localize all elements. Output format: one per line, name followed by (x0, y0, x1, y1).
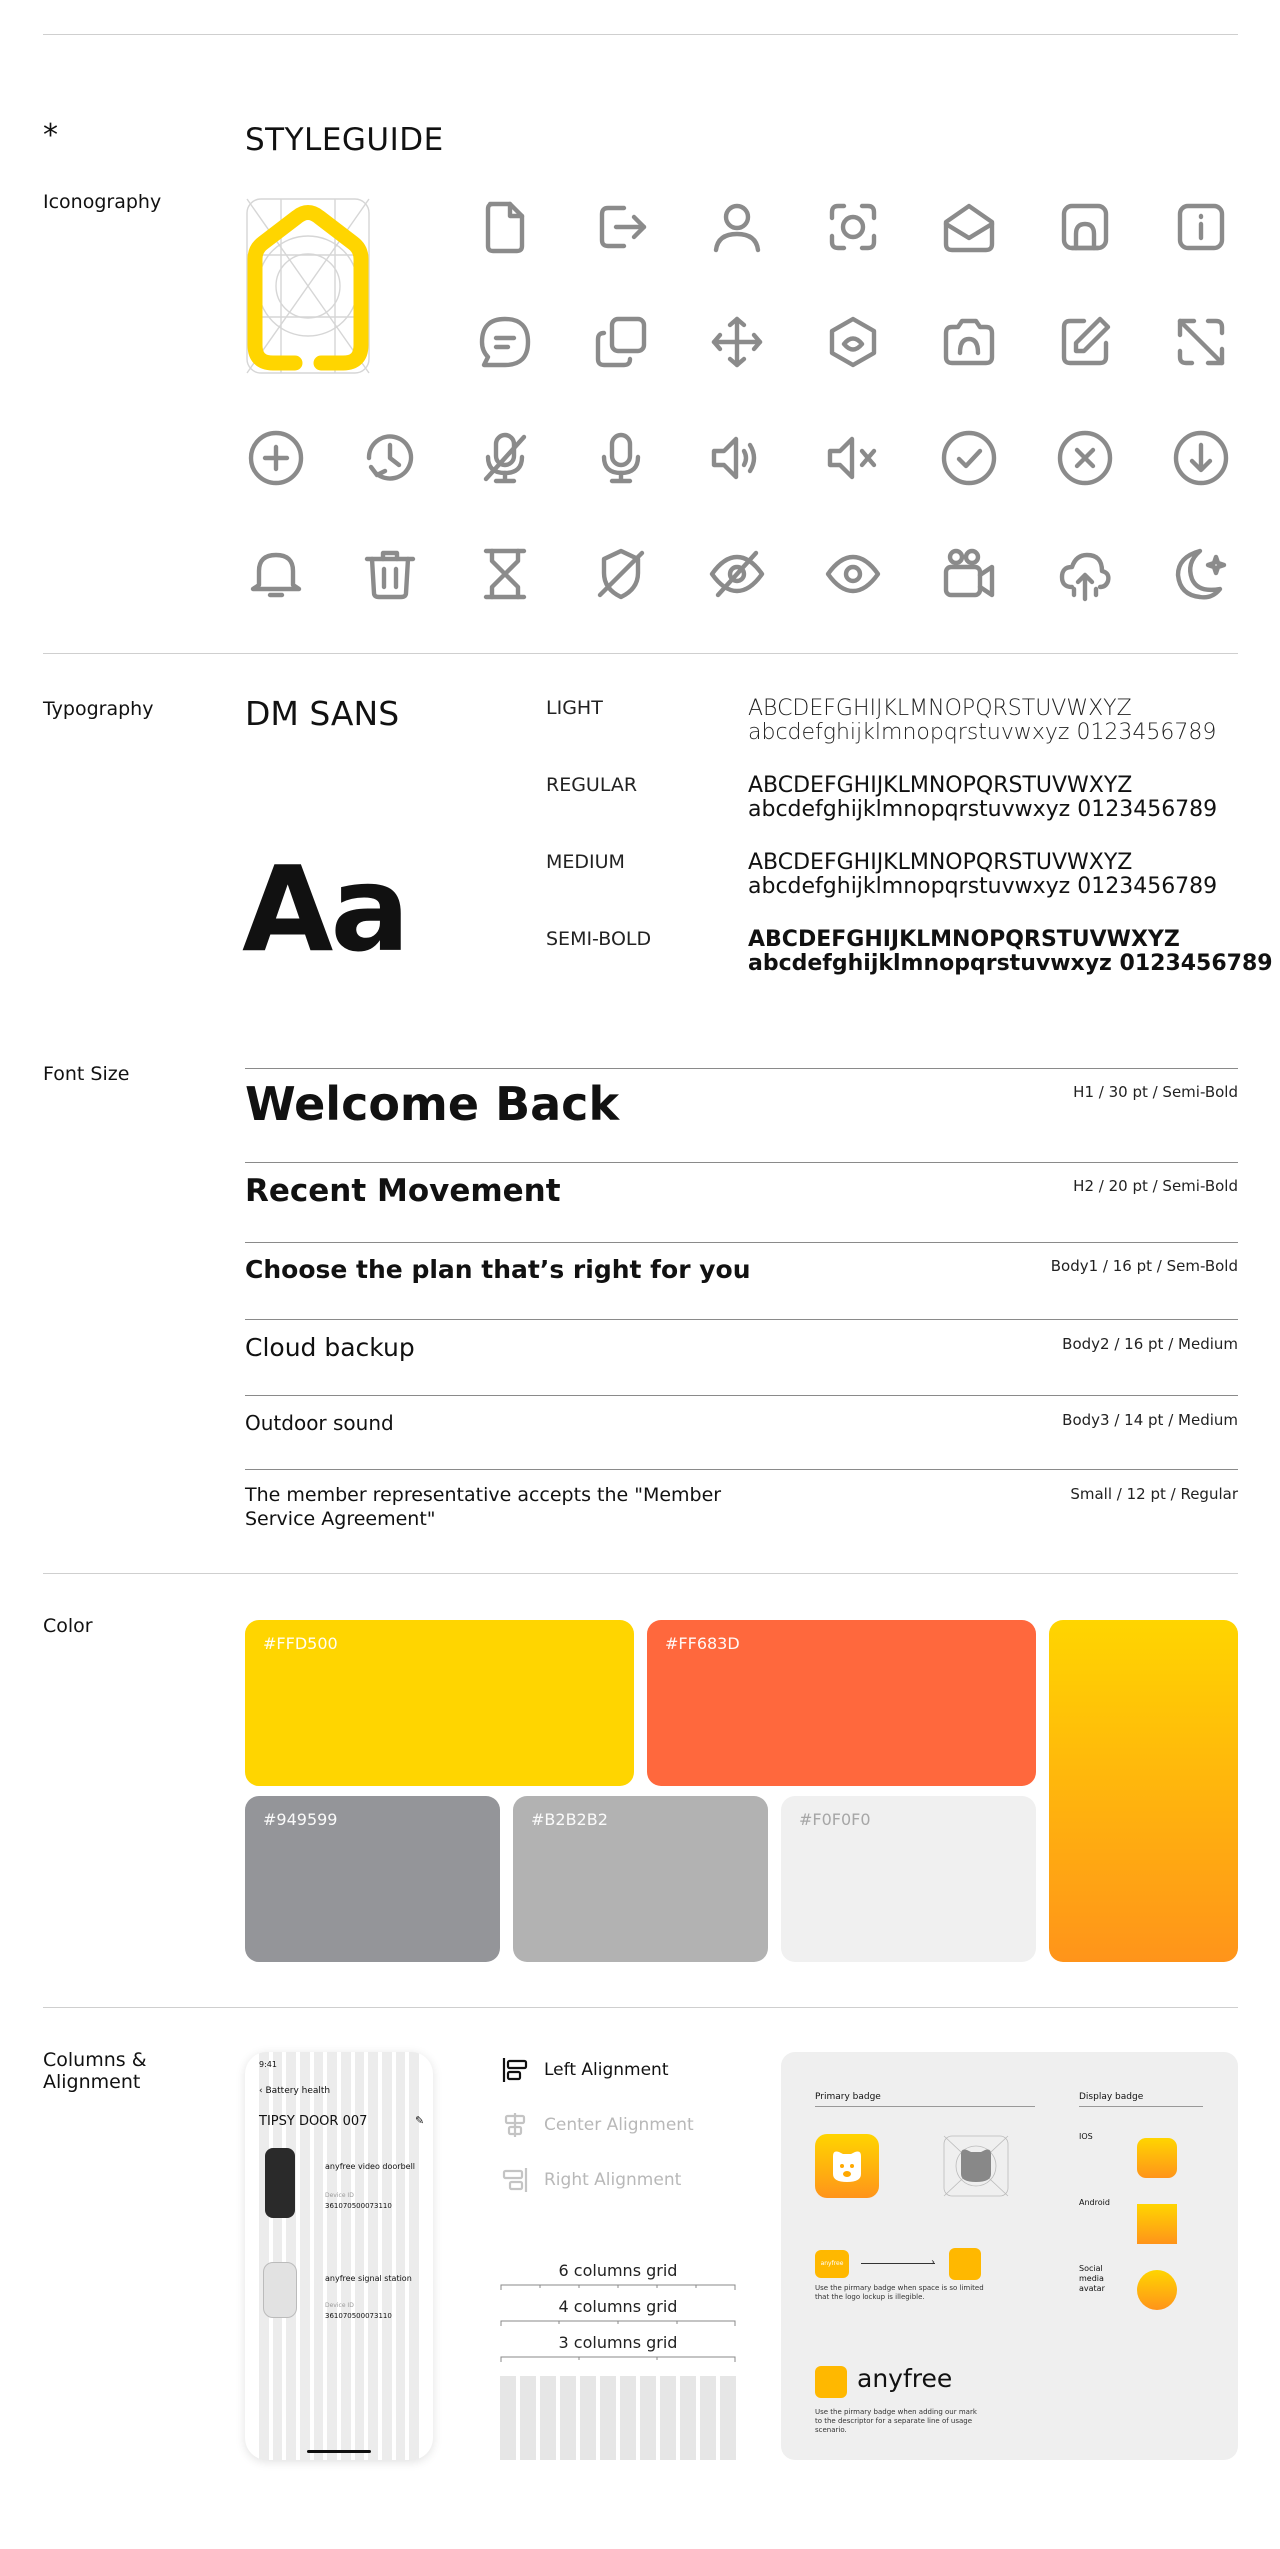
swatch-gray-dark (245, 1796, 500, 1962)
android-label: Android (1079, 2198, 1110, 2207)
font-sample-aa: Aa (242, 840, 407, 978)
volume-icon (706, 427, 768, 489)
swatch-orange (647, 1620, 1036, 1786)
bear-grid-icon (941, 2134, 1011, 2198)
lock-icon (1054, 196, 1116, 258)
swatch-hex: #FFD500 (263, 1634, 338, 1653)
sample-body2: Cloud backup (245, 1333, 415, 1362)
info-icon (1170, 196, 1232, 258)
section-label-color: Color (43, 1615, 93, 1637)
badge-card (781, 2052, 1238, 2460)
swatch-hex: #949599 (263, 1810, 338, 1829)
device1-name: anyfree video doorbell (325, 2162, 416, 2171)
edit-icon[interactable]: ✎ (415, 2114, 425, 2127)
alphabet-semibold (748, 928, 1273, 976)
plus-circle-icon (245, 427, 307, 489)
doorbell-image (265, 2148, 295, 2218)
move-icon (706, 311, 768, 373)
brand-wordmark: anyfree (857, 2364, 953, 2393)
trash-icon (359, 543, 421, 605)
primary-badge (815, 2134, 879, 2198)
chat-icon (474, 311, 536, 373)
weight-label-regular: REGULAR (546, 774, 638, 796)
weight-label-semibold: SEMI-BOLD (546, 928, 652, 950)
phone-mockup (245, 2052, 433, 2460)
font-size-divider (245, 1395, 1238, 1396)
font-name: DM SANS (245, 694, 400, 733)
align-right-icon (500, 2165, 530, 2195)
home-indicator (307, 2450, 371, 2453)
eye-off-icon (706, 543, 768, 605)
left-alignment-option (500, 2055, 669, 2085)
chevron-left-icon: ‹ (259, 2086, 266, 2096)
alphabet-upper: ABCDEFGHIJKLMNOPQRSTUVWXYZ (748, 773, 1133, 798)
weight-label-light: LIGHT (546, 697, 603, 719)
home-logo-icon (245, 197, 371, 375)
face-scan-icon (822, 196, 884, 258)
arrow-right-icon: › (931, 2257, 935, 2268)
device1-sub: Device ID (325, 2192, 354, 2199)
copy-icon (590, 311, 652, 373)
mute-icon (822, 427, 884, 489)
arrow-line (861, 2263, 935, 2264)
ios-label: IOS (1079, 2132, 1093, 2141)
back-button[interactable] (259, 2086, 330, 2096)
page-title: STYLEGUIDE (245, 122, 444, 158)
alphabet-lower: abcdefghijklmnopqrstuvwxyz 0123456789 (748, 797, 1218, 822)
badge-divider (1079, 2106, 1203, 2107)
section-label-font-size: Font Size (43, 1063, 130, 1085)
badge-note-2: Use the pirmary badge when adding our mark to the descriptor for a separate line of usage scenario. (815, 2408, 977, 2434)
small-badge (949, 2248, 981, 2280)
video-icon (938, 543, 1000, 605)
status-time: 9:41 (259, 2060, 277, 2069)
camera-icon (938, 311, 1000, 373)
android-badge (1137, 2204, 1177, 2244)
center-alignment-option (500, 2110, 694, 2140)
right-alignment-option (500, 2165, 681, 2195)
alignment-label: Left Alignment (544, 2060, 669, 2080)
align-center-icon (500, 2110, 530, 2140)
sample-body1: Choose the plan that’s right for you (245, 1255, 751, 1284)
swatch-gray-light (781, 1796, 1036, 1962)
divider-color (43, 1573, 1238, 1574)
sample-small: The member representative accepts the "Member Service Agreement" (245, 1484, 722, 1530)
bear-logo-icon (815, 2134, 879, 2198)
device-title: TIPSY DOOR 007 (259, 2114, 368, 2129)
grid-brace-3 (500, 2354, 736, 2362)
document-icon (474, 196, 536, 258)
swatch-hex: #FF683D (665, 1634, 740, 1653)
asterisk-mark: * (43, 118, 58, 153)
section-label-iconography: Iconography (43, 191, 162, 213)
shield-icon (822, 311, 884, 373)
font-size-divider (245, 1162, 1238, 1163)
badge-with-wordmark: anyfree (815, 2250, 849, 2278)
bell-icon (245, 543, 307, 605)
night-mode-icon (1170, 543, 1232, 605)
device2-sub: Device ID (325, 2302, 354, 2309)
history-icon (359, 427, 421, 489)
section-label-columns: Columns & Alignment (43, 2049, 147, 2093)
hourglass-icon (474, 543, 536, 605)
top-divider (43, 34, 1238, 35)
font-size-divider (245, 1068, 1238, 1069)
swatch-gray-mid (513, 1796, 768, 1962)
font-size-divider (245, 1319, 1238, 1320)
alphabet-upper: ABCDEFGHIJKLMNOPQRSTUVWXYZ (748, 696, 1132, 721)
weight-label-medium: MEDIUM (546, 851, 625, 873)
grid-columns-preview (500, 2376, 736, 2460)
ios-badge (1137, 2138, 1177, 2178)
alphabet-regular (748, 774, 1217, 822)
display-badge-label: Display badge (1079, 2092, 1144, 2102)
download-circle-icon (1170, 427, 1232, 489)
spec-h1: H1 / 30 pt / Semi-Bold (1073, 1083, 1238, 1101)
spec-small: Small / 12 pt / Regular (1070, 1485, 1238, 1503)
font-size-divider (245, 1242, 1238, 1243)
swatch-yellow (245, 1620, 634, 1786)
sample-h2: Recent Movement (245, 1173, 561, 1209)
badge-note-1: Use the pirmary badge when space is so limited that the logo lockup is illegible. (815, 2284, 984, 2301)
grid-brace-4 (500, 2318, 736, 2326)
cloud-upload-icon (1054, 543, 1116, 605)
spec-h2: H2 / 20 pt / Semi-Bold (1073, 1177, 1238, 1195)
alignment-label: Center Alignment (544, 2115, 694, 2135)
grid-label-4: 4 columns grid (558, 2297, 678, 2316)
device2-id: 361070500073110 (325, 2312, 392, 2320)
sample-body3: Outdoor sound (245, 1411, 394, 1435)
edit-icon (1054, 311, 1116, 373)
alphabet-lower: abcdefghijklmnopqrstuvwxyz 0123456789 (748, 720, 1217, 745)
spec-body1: Body1 / 16 pt / Sem-Bold (1050, 1257, 1238, 1275)
close-circle-icon (1054, 427, 1116, 489)
device1-id: 361070500073110 (325, 2202, 392, 2210)
divider-typography (43, 653, 1238, 654)
swatch-hex: #F0F0F0 (799, 1810, 871, 1829)
swatch-hex: #B2B2B2 (531, 1810, 608, 1829)
alphabet-light (748, 697, 1216, 745)
alphabet-upper: ABCDEFGHIJKLMNOPQRSTUVWXYZ (748, 927, 1180, 952)
grid-label-3: 3 columns grid (558, 2333, 678, 2352)
shield-off-icon (590, 543, 652, 605)
construction-badge (941, 2134, 1011, 2198)
sample-h1: Welcome Back (245, 1077, 620, 1131)
social-label: Social media avatar (1079, 2264, 1105, 2293)
user-icon (706, 196, 768, 258)
align-left-icon (500, 2055, 530, 2085)
expand-icon (1170, 311, 1232, 373)
logout-icon (590, 196, 652, 258)
mic-off-icon (474, 427, 536, 489)
back-label: Battery health (265, 2086, 331, 2096)
section-label-typography: Typography (43, 698, 154, 720)
device2-name: anyfree signal station (325, 2274, 412, 2283)
grid-label-6: 6 columns grid (558, 2261, 678, 2280)
grid-brace-6 (500, 2282, 736, 2290)
alphabet-lower: abcdefghijklmnopqrstuvwxyz 0123456789 (748, 874, 1218, 899)
alphabet-upper: ABCDEFGHIJKLMNOPQRSTUVWXYZ (748, 850, 1133, 875)
brand-badge (815, 2366, 847, 2398)
swatch-gradient (1049, 1620, 1238, 1962)
primary-badge-label: Primary badge (815, 2092, 881, 2102)
mail-open-icon (938, 196, 1000, 258)
alphabet-lower: abcdefghijklmnopqrstuvwxyz 0123456789 (748, 951, 1273, 976)
font-size-divider (245, 1469, 1238, 1470)
station-image (263, 2262, 297, 2318)
social-badge (1137, 2270, 1177, 2310)
spec-body2: Body2 / 16 pt / Medium (1062, 1335, 1238, 1353)
alignment-label: Right Alignment (544, 2170, 682, 2190)
spec-body3: Body3 / 14 pt / Medium (1062, 1411, 1238, 1429)
divider-columns (43, 2007, 1238, 2008)
mic-icon (590, 427, 652, 489)
badge-divider (815, 2106, 1035, 2107)
check-circle-icon (938, 427, 1000, 489)
alphabet-medium (748, 851, 1217, 899)
eye-icon (822, 543, 884, 605)
